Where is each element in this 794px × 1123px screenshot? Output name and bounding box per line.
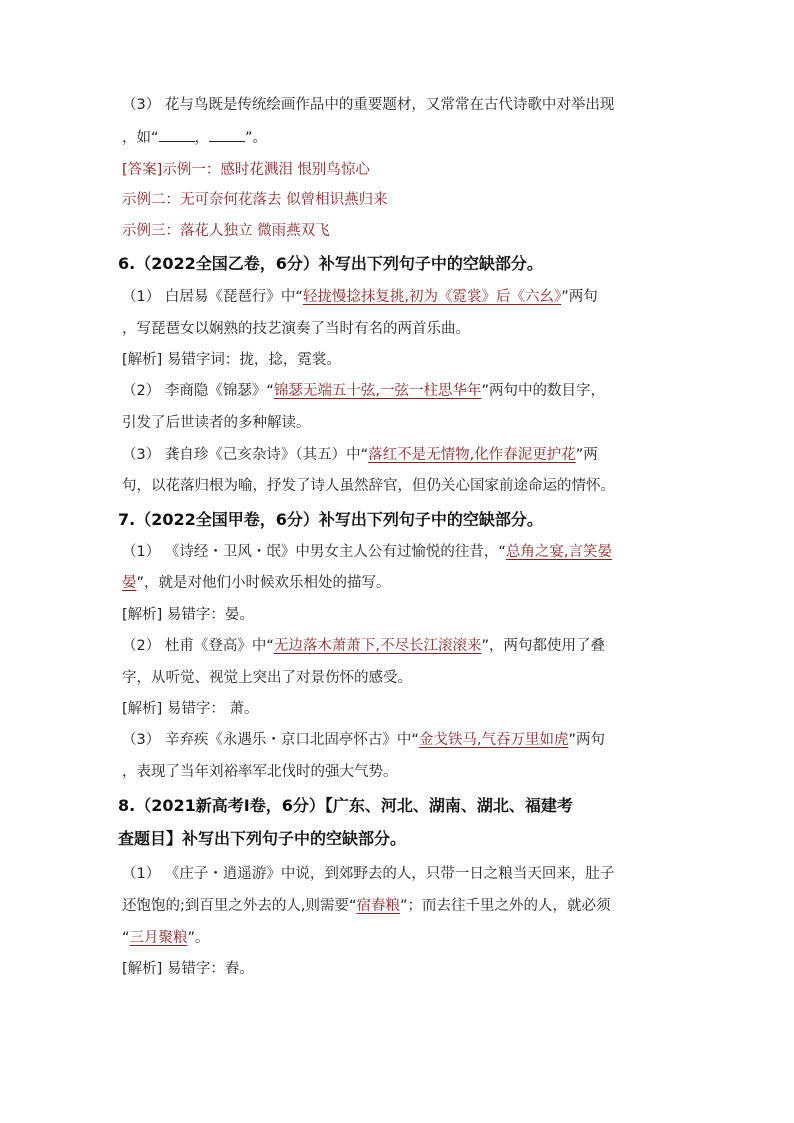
- question-text: 引发了后世读者的多种解读。: [122, 415, 311, 431]
- question-text: 还饱饱的;到百里之外去的人,则需要“宿舂粮”；而去往千里之外的人，就必须: [122, 898, 611, 914]
- question-text: （2） 杜甫《登高》中“无边落木萧萧下,不尽长江滚滚来”，两句都使用了叠: [122, 638, 605, 654]
- answer-fill: 锦瑟无端五十弦,一弦一柱思华年: [273, 383, 482, 399]
- analysis-line: [解析] 易错字：舂。: [122, 961, 254, 977]
- answer-fill: 总角之宴,言笑晏: [505, 544, 612, 560]
- question-title: 查题目】补写出下列句子中的空缺部分。: [118, 829, 407, 848]
- question-text: ，如“ ， ”。: [122, 127, 682, 149]
- answer-line: [答案]示例一：感时花溅泪 恨别鸟惊心: [122, 162, 370, 178]
- question-text: （3） 辛弃疾《永遇乐・京口北固亭怀古》中“金戈铁马,气吞万里如虎”两句: [122, 732, 605, 748]
- analysis-line: [解析] 易错字词：拢，捻，霓裳。: [122, 352, 341, 368]
- question-text: （3） 龚自珍《己亥杂诗》（其五）中“落红不是无情物,化作春泥更护花”两: [122, 447, 598, 463]
- question-title: 8.（2021新高考Ⅰ卷，6分）【广东、河北、湖南、湖北、福建考: [118, 796, 573, 815]
- question-text: ，表现了当年刘裕率军北伐时的强大气势。: [122, 764, 398, 780]
- question-text: ，写琵琶女以娴熟的技艺演奏了当时有名的两首乐曲。: [122, 321, 470, 337]
- answer-fill: 宿舂粮: [356, 898, 401, 914]
- question-text: （1） 《庄子・逍遥游》中说，到郊野去的人，只带一日之粮当天回来，肚子: [122, 866, 615, 882]
- answer-line: 示例三：落花人独立 微雨燕双飞: [122, 223, 330, 239]
- analysis-line: [解析] 易错字： 萧。: [122, 701, 259, 717]
- question-text: “三月聚粮”。: [122, 930, 210, 946]
- question-text: 晏”，就是对他们小时候欢乐相处的描写。: [122, 575, 391, 591]
- answer-fill: 落红不是无情物,化作春泥更护花: [368, 447, 576, 463]
- question-text: （1） 白居易《琵琶行》中“轻拢慢捻抹复挑,初为《霓裳》后《六幺》”两句: [122, 289, 598, 305]
- answer-fill: 三月聚粮: [129, 930, 188, 946]
- blank-line: [209, 127, 245, 142]
- blank-line: [159, 127, 195, 142]
- question-text: （1） 《诗经・卫风・氓》中男女主人公有过愉悦的往昔，“总角之宴,言笑晏: [122, 544, 612, 560]
- answer-line: 示例二：无可奈何花落去 似曾相识燕归来: [122, 192, 388, 208]
- question-title: 6.（2022全国乙卷，6分）补写出下列句子中的空缺部分。: [118, 254, 543, 273]
- answer-fill: 无边落木萧萧下,不尽长江滚滚来: [273, 638, 482, 654]
- question-text: （2） 李商隐《锦瑟》“锦瑟无端五十弦,一弦一柱思华年”两句中的数目字，: [122, 383, 605, 399]
- analysis-line: [解析] 易错字：晏。: [122, 607, 254, 623]
- question-text: （3） 花与鸟既是传统绘画作品中的重要题材，又常常在古代诗歌中对举出现: [122, 97, 615, 113]
- answer-fill: 轻拢慢捻抹复挑,初为《霓裳》后《六幺》: [302, 289, 562, 305]
- answer-fill: 晏: [122, 575, 137, 591]
- question-text: 字，从听觉、视觉上突出了对景伤怀的感受。: [122, 670, 412, 686]
- question-title: 7.（2022全国甲卷，6分）补写出下列句子中的空缺部分。: [118, 510, 543, 529]
- question-text: 句，以花落归根为喻，抒发了诗人虽然辞官，但仍关心国家前途命运的情怀。: [122, 478, 615, 494]
- answer-fill: 金戈铁马,气吞万里如虎: [418, 732, 569, 748]
